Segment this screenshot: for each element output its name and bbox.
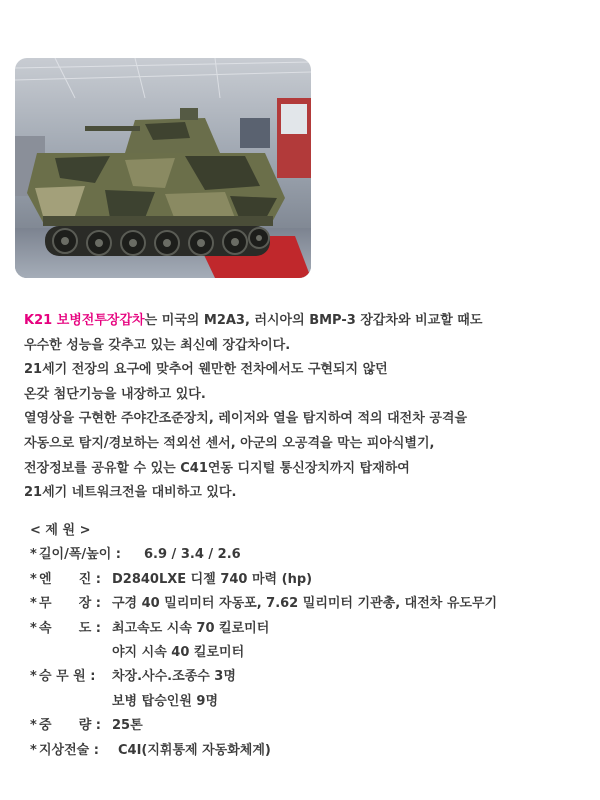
specs-title: < 제 원 > <box>30 523 91 538</box>
spec-row <box>24 739 584 763</box>
bullet-marker: * <box>30 669 37 685</box>
description-line: 전장정보를 공유할 수 있는 C41연동 디지털 통신장치까지 탑재하여 <box>24 460 410 476</box>
bullet-marker: * <box>30 742 37 758</box>
description-line-text: 는 미국의 M2A3, 러시아의 BMP-3 장갑차와 비교할 때도 <box>144 313 483 328</box>
spec-label: 승 무 원 : <box>39 669 96 685</box>
vehicle-name-highlight: K21 보병전투장갑차 <box>24 313 145 328</box>
description-line: 21세기 전장의 요구에 맞추어 웬만한 전차에서도 구현되지 않던 <box>24 362 388 378</box>
bullet-marker: * <box>30 596 37 612</box>
bullet-marker: * <box>30 718 37 734</box>
bullet-marker: * <box>30 620 37 636</box>
spec-value: 25톤 <box>112 718 143 734</box>
description-line <box>24 309 584 334</box>
spec-value: 차장.사수.조종수 3명 <box>112 669 236 685</box>
spec-row <box>24 617 584 641</box>
spec-value: C4I(지휘통제 자동화체계) <box>118 742 271 758</box>
bullet-marker: * <box>30 571 37 587</box>
spec-value: 야지 시속 40 킬로미터 <box>112 644 245 660</box>
k21-vehicle-illustration <box>15 58 311 278</box>
description-line: 자동으로 탐지/경보하는 적외선 센서, 아군의 오공격을 막는 피아식별기, <box>24 435 435 451</box>
spec-row <box>24 592 584 616</box>
spec-label: 중 량 : <box>39 718 101 734</box>
spec-label: 무 장 : <box>39 596 101 612</box>
spec-value: D2840LXE 디젤 740 마력 (hp) <box>112 571 313 587</box>
spec-row <box>24 714 584 738</box>
specifications <box>24 519 584 763</box>
spec-row <box>24 568 584 592</box>
description-line: 21세기 네트워크전을 대비하고 있다. <box>24 485 237 501</box>
spec-label: 엔 진 : <box>39 571 101 587</box>
spec-row <box>24 543 584 567</box>
spec-label: 지상전술 : <box>39 742 99 758</box>
spec-row <box>24 665 584 689</box>
description <box>24 309 584 506</box>
vehicle-photo <box>15 58 311 278</box>
bullet-marker: * <box>30 547 37 563</box>
spec-value: 최고속도 시속 70 킬로미터 <box>112 620 270 636</box>
spec-label: 길이/폭/높이 : <box>39 547 122 563</box>
spec-value: 구경 40 밀리미터 자동포, 7.62 밀리미터 기관총, 대전차 유도무기 <box>112 596 498 612</box>
spec-row-continued <box>24 690 584 714</box>
spec-value: 6.9 / 3.4 / 2.6 <box>144 547 241 563</box>
spec-value: 보병 탑승인원 9명 <box>112 693 219 709</box>
description-line: 온갖 첨단기능을 내장하고 있다. <box>24 386 206 402</box>
spec-row-continued <box>24 641 584 665</box>
spec-label: 속 도 : <box>39 620 101 636</box>
description-line: 열영상을 구현한 주야간조준장치, 레이저와 열을 탐지하여 적의 대전차 공격을 <box>24 411 468 427</box>
description-line: 우수한 성능을 갖추고 있는 최신예 장갑차이다. <box>24 337 291 353</box>
